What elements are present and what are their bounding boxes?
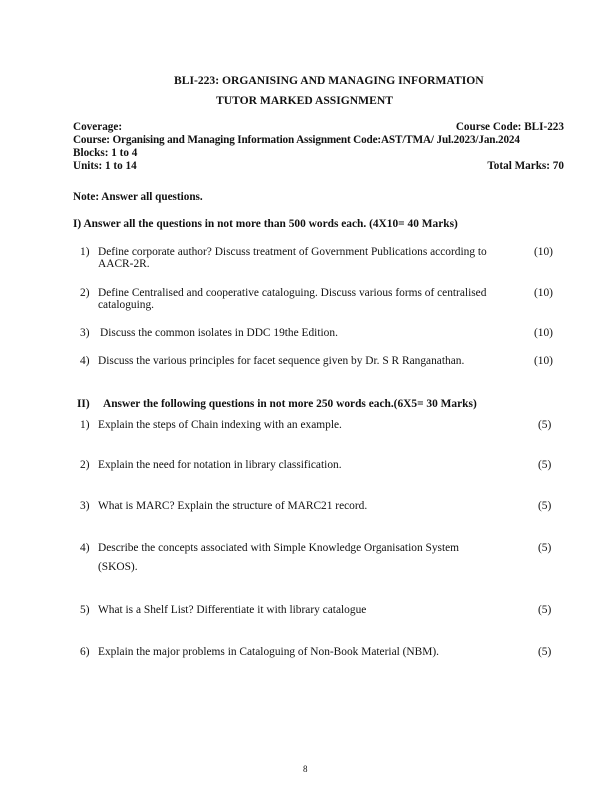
question-marks: (5) (538, 500, 552, 512)
question-marks: (5) (538, 419, 552, 431)
question-marks: (10) (534, 327, 553, 339)
total-marks: Total Marks: 70 (487, 160, 564, 172)
course-code: Course Code: BLI-223 (455, 121, 564, 133)
coverage-label: Coverage: (73, 121, 123, 133)
question-number: 6) (80, 646, 90, 658)
document-subtitle: TUTOR MARKED ASSIGNMENT (216, 94, 393, 107)
question-text: Describe the concepts associated with Simple Knowledge Organisation System (98, 542, 460, 554)
course-line: Course: Organising and Managing Information Assignment Code:AST/TMA/ Jul.2023/Jan.2024 (73, 134, 520, 146)
question-number: 2) (80, 459, 90, 471)
question-text: Explain the major problems in Cataloguing of Non-Book Material (NBM). (98, 646, 440, 658)
blocks: Blocks: 1 to 4 (73, 147, 138, 159)
question-text: What is a Shelf List? Differentiate it with library catalogue (98, 604, 367, 616)
question-text: Define Centralised and cooperative cataloguing. Discuss various forms of centralised (98, 287, 487, 299)
question-marks: (10) (534, 246, 553, 258)
question-number: 4) (80, 542, 90, 554)
question-number: 1) (80, 419, 90, 431)
question-text-continued: cataloguing. (98, 299, 154, 311)
question-text: Discuss the common isolates in DDC 19the Edition. (100, 327, 338, 339)
document-title: BLI-223: ORGANISING AND MANAGING INFORMATION (174, 74, 484, 87)
question-text: Explain the steps of Chain indexing with an example. (98, 419, 342, 431)
question-marks: (10) (534, 355, 553, 367)
units: Units: 1 to 14 (73, 160, 137, 172)
note: Note: Answer all questions. (73, 191, 203, 203)
page-number: 8 (303, 764, 308, 774)
question-marks: (10) (534, 287, 553, 299)
question-number: 4) (80, 355, 90, 367)
question-text: Discuss the various principles for facet sequence given by Dr. S R Ranganathan. (98, 355, 465, 367)
section-1-heading: I) Answer all the questions in not more than 500 words each. (4X10= 40 Marks) (73, 218, 458, 230)
section-2-heading: Answer the following questions in not more 250 words each.(6X5= 30 Marks) (103, 398, 477, 410)
question-marks: (5) (538, 542, 552, 554)
question-text: Explain the need for notation in library classification. (98, 459, 342, 471)
question-number: 3) (80, 500, 90, 512)
question-number: 2) (80, 287, 90, 299)
question-text: Define corporate author? Discuss treatment of Government Publications according to (98, 246, 487, 258)
question-marks: (5) (538, 459, 552, 471)
question-marks: (5) (538, 604, 552, 616)
question-text: What is MARC? Explain the structure of MARC21 record. (98, 500, 368, 512)
question-number: 5) (80, 604, 90, 616)
question-text-continued: AACR-2R. (98, 258, 150, 270)
question-marks: (5) (538, 646, 552, 658)
question-text-continued: (SKOS). (98, 561, 138, 573)
section-2-roman: II) (77, 398, 90, 410)
question-number: 3) (80, 327, 90, 339)
question-number: 1) (80, 246, 90, 258)
